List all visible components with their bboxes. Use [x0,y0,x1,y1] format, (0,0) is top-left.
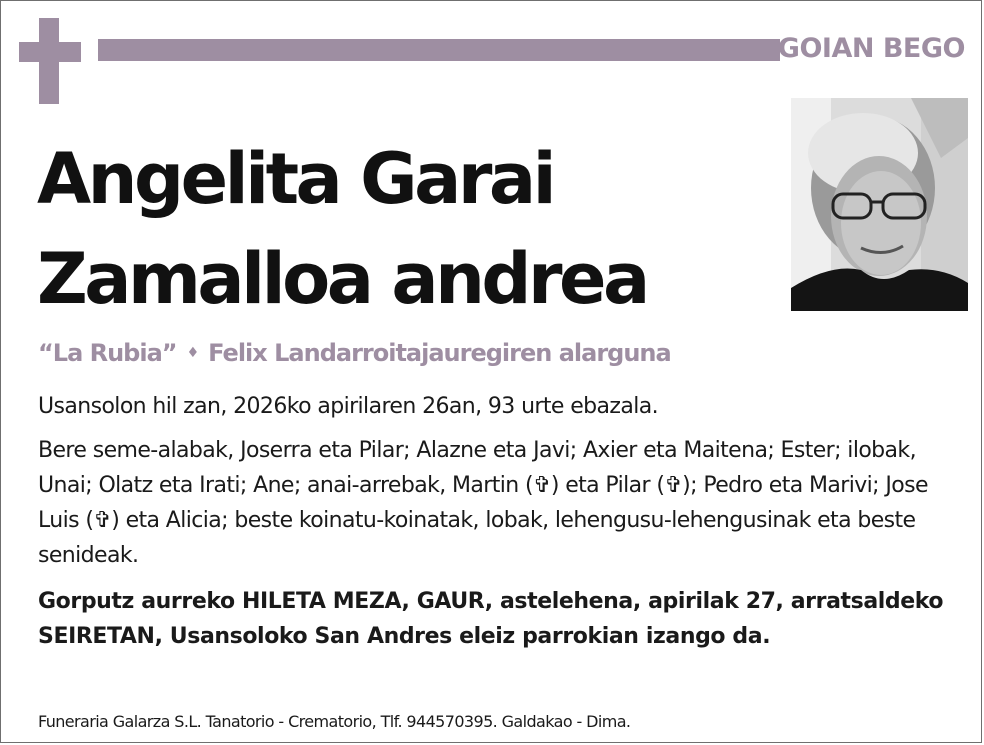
funeral-home-footer: Funeraria Galarza S.L. Tanatorio - Crematorio, Tlf. 944570395. Galdakao - Dima. [38,712,631,731]
header-tag: GOIAN BEGO [777,33,965,64]
deceased-name [37,129,777,329]
funeral-notice: Gorputz aurreko HILETA MEZA, GAUR, astelehena, apirilak 27, arratsaldeko SEIRETAN, Usansoloko San Andres eleiz parrokian izango da. [38,589,944,649]
family-notice: Bere seme-alabak, Joserra eta Pilar; Alazne eta Javi; Axier eta Maitena; Ester; ilobak, Unai; Olatz eta Irati; Ane; anai-arrebak, Martin (✞) eta Pilar (✞); Pedro eta Marivi; Jose Luis (✞) eta Alicia; beste koinatu-koinatak, lobak, lehengusu-lehengusinak eta beste senideak. [38,438,928,568]
name-line-2: Zamalloa andrea [37,238,647,320]
cross-icon [19,18,83,104]
nickname: “La Rubia” [38,339,177,367]
subtitle [38,339,671,367]
name-line-1: Angelita Garai [37,138,554,220]
relation: Felix Landarroitajauregiren alarguna [208,339,671,367]
death-notice: Usansolon hil zan, 2026ko apirilaren 26an, 93 urte ebazala. [38,394,659,419]
portrait-photo [791,98,968,311]
header-bar [98,39,780,61]
diamond-separator-icon: ♦ [186,345,199,361]
